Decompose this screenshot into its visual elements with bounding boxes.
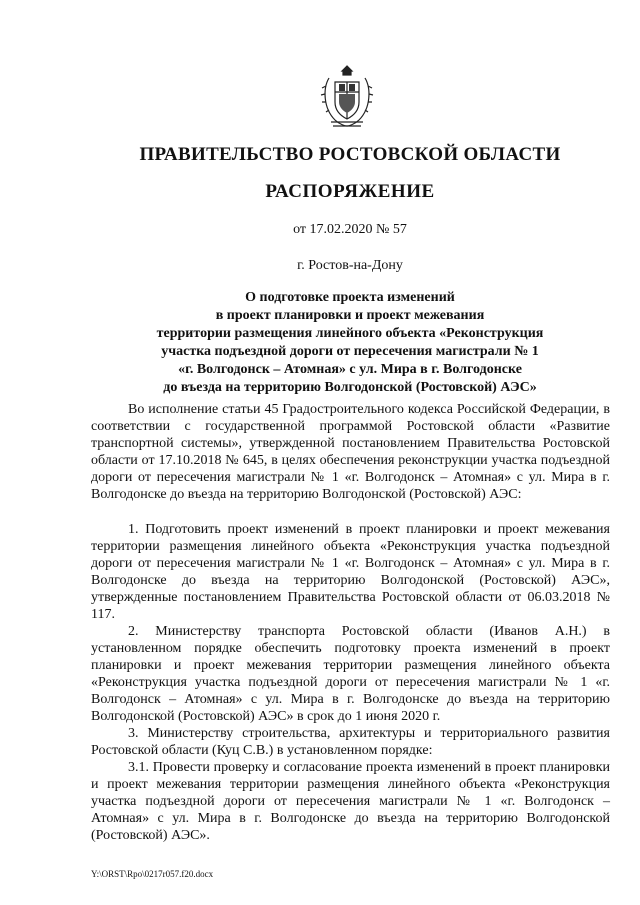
title-line: территории размещения линейного объекта «Реконструкция bbox=[156, 326, 544, 341]
title-line: «г. Волгодонск – Атомная» с ул. Мира в г. Волгодонске bbox=[178, 362, 522, 377]
preamble-paragraph: Во исполнение статьи 45 Градостроительного кодекса Российской Федерации, в соответствии с государственной программой Ростовской области «Развитие транспортной системы», утвержденной постановлением Правительства Ростовской области от 17.10.2018 № 645, в целях обеспечения реконструкции участка подъездной дороги от пересечения магистрали № 1 «г. Волгодонск – Атомная» с ул. Мира в г. Волгодонске до въезда на территорию Волгодонской (Ростовской) АЭС: bbox=[91, 402, 610, 502]
coat-of-arms-emblem bbox=[317, 60, 377, 130]
item-paragraph: 2. Министерству транспорта Ростовской области (Иванов А.Н.) в установленном порядке обеспечить подготовку проекта изменений в проект планировки и проект межевания территории размещения линейного объекта «Реконструкция участка подъездной дороги от пересечения магистрали № 1 «г. Волгодонск – Атомная» с ул. Мира в г. Волгодонске до въезда на территорию Волгодонской (Ростовской) АЭС» в срок до 1 июня 2020 г. bbox=[91, 624, 610, 724]
title-line: участка подъездной дороги от пересечения магистрали № 1 bbox=[161, 344, 539, 359]
document-city: г. Ростов-на-Дону bbox=[297, 258, 403, 273]
item-paragraph: 3. Министерству строительства, архитектуры и территориального развития Ростовской области (Куц С.В.) в установленном порядке: bbox=[91, 726, 610, 758]
item-paragraph: 3.1. Провести проверку и согласование проекта изменений в проект планировки и проект межевания территории размещения линейного объекта «Реконструкция участка подъездной дороги от пересечения магистрали № 1 «г. Волгодонск – Атомная» с ул. Мира в г. Волгодонске до въезда на территорию Волгодонской (Ростовской) АЭС». bbox=[91, 760, 610, 843]
item-paragraph: 1. Подготовить проект изменений в проект планировки и проект межевания территории размещения линейного объекта «Реконструкция участка подъездной дороги от пересечения магистрали № 1 «г. Волгодонск – Атомная» с ул. Мира в г. Волгодонске до въезда на территорию Волгодонской (Ростовской) АЭС», утвержденные постановлением Правительства Ростовской области от 06.03.2018 № 117. bbox=[91, 522, 610, 622]
title-line: в проект планировки и проект межевания bbox=[215, 308, 485, 323]
document-title bbox=[0, 289, 640, 397]
document-type: РАСПОРЯЖЕНИЕ bbox=[265, 181, 435, 202]
title-line: до въезда на территорию Волгодонской (Ростовской) АЭС» bbox=[163, 380, 537, 395]
document-date-number: от 17.02.2020 № 57 bbox=[293, 222, 407, 237]
government-name: ПРАВИТЕЛЬСТВО РОСТОВСКОЙ ОБЛАСТИ bbox=[139, 144, 561, 165]
document-body bbox=[91, 401, 610, 844]
file-path-footer: Y:\ORST\Rpo\0217r057.f20.docx bbox=[91, 869, 214, 879]
title-line: О подготовке проекта изменений bbox=[245, 290, 455, 305]
